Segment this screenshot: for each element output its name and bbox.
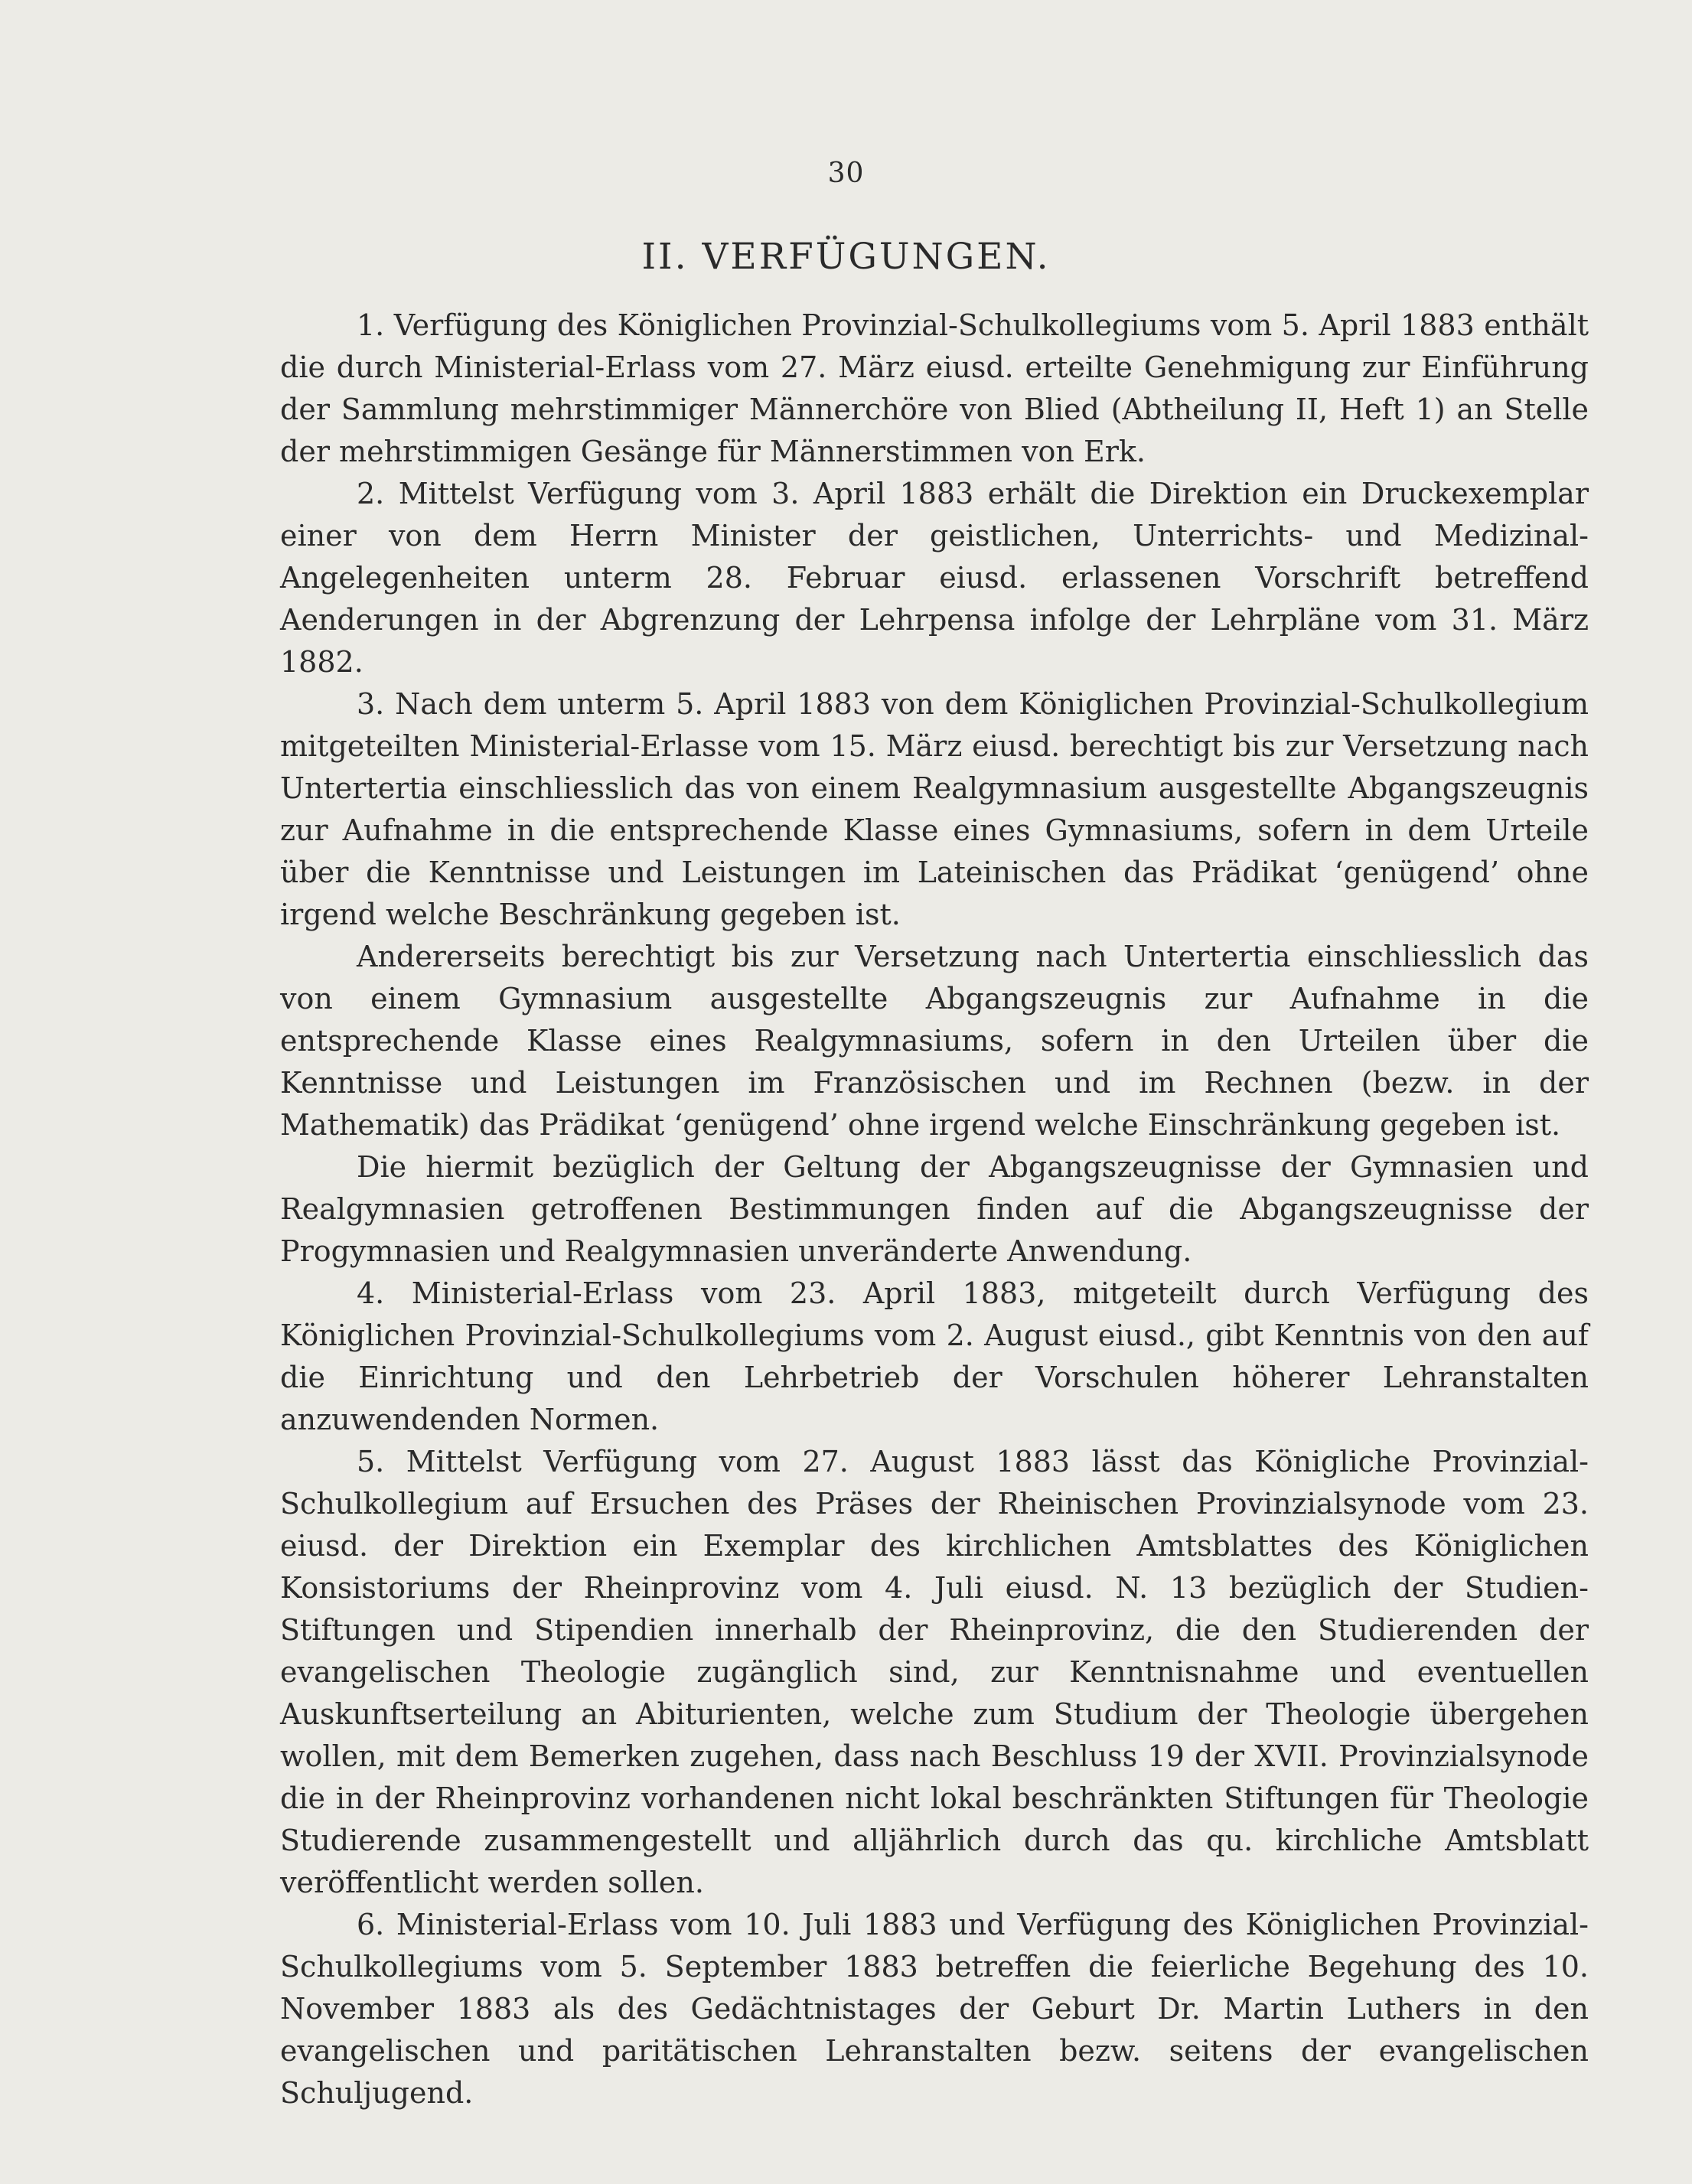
paragraph-3-continued-b: Die hiermit bezüglich der Geltung der Abgangszeugnisse der Gymnasien und Realgymnasien getroffenen Bestimmungen finden auf die Abgangszeugnisse der Progymnasien und Realgymnasien unveränderte Anwendung. [280,1150,1589,1268]
page-number: 30 [827,158,865,189]
paragraph-2: 2. Mittelst Verfügung vom 3. April 1883 erhält die Direktion ein Druckexemplar einer von dem Herrn Minister der geistlichen, Unterrichts- und Medizinal-Angelegenheiten unterm 28. Februar eiusd. erlassenen Vorschrift betreffend Aenderungen in der Abgrenzung der Lehrpensa infolge der Lehrpläne vom 31. März 1882. [280,477,1589,679]
paragraph-3-continued-a: Andererseits berechtigt bis zur Versetzung nach Untertertia einschliesslich das von einem Gymnasium ausgestellte Abgangszeugnis zur Aufnahme in die entsprechende Klasse eines Realgymnasiums, sofern in den Urteilen über die Kenntnisse und Leistungen im Französischen und im Rechnen (bezw. in der Mathematik) das Prädikat ‘genügend’ ohne irgend welche Einschränkung gegeben ist. [280,940,1589,1142]
paragraph-1: 1. Verfügung des Königlichen Provinzial-Schulkollegiums vom 5. April 1883 enthält die durch Ministerial-Erlass vom 27. März eiusd. erteilte Genehmigung zur Einführung der Sammlung mehrstimmiger Männerchöre von Blied (Abtheilung II, Heft 1) an Stelle der mehrstimmigen Gesänge für Männerstimmen von Erk. [280,308,1589,468]
paragraph-4: 4. Ministerial-Erlass vom 23. April 1883, mitgeteilt durch Verfügung des Königlichen Provinzial-Schulkollegiums vom 2. August eiusd., gibt Kenntnis von den auf die Einrichtung und den Lehrbetrieb der Vorschulen höherer Lehranstalten anzuwendenden Normen. [280,1276,1589,1436]
paragraph-3: 3. Nach dem unterm 5. April 1883 von dem Königlichen Provinzial-Schulkollegium mitgeteilten Ministerial-Erlasse vom 15. März eiusd. berechtigt bis zur Versetzung nach Untertertia einschliesslich das von einem Realgymnasium ausgestellte Abgangszeugnis zur Aufnahme in die entsprechende Klasse eines Gymnasiums, sofern in dem Urteile über die Kenntnisse und Leistungen im Lateinischen das Prädikat ‘genügend’ ohne irgend welche Beschränkung gegeben ist. [280,687,1589,931]
body-text [280,305,1589,2114]
paragraph-5: 5. Mittelst Verfügung vom 27. August 1883 lässt das Königliche Provinzial-Schulkollegium auf Ersuchen des Präses der Rheinischen Provinzialsynode vom 23. eiusd. der Direktion ein Exemplar des kirchlichen Amtsblattes des Königlichen Konsistoriums der Rheinprovinz vom 4. Juli eiusd. N. 13 bezüglich der Studien-Stiftungen und Stipendien innerhalb der Rheinprovinz, die den Studierenden der evangelischen Theologie zugänglich sind, zur Kenntnisnahme und eventuellen Auskunftserteilung an Abiturienten, welche zum Studium der Theologie übergehen wollen, mit dem Bemerken zugehen, dass nach Beschluss 19 der XVII. Provinzialsynode die in der Rheinprovinz vorhandenen nicht lokal beschränkten Stiftungen für Theologie Studierende zusammengestellt und alljährlich durch das qu. kirchliche Amtsblatt veröffentlicht werden sollen. [280,1445,1589,1899]
section-title: II. VERFÜGUNGEN. [641,236,1051,278]
paragraph-6: 6. Ministerial-Erlass vom 10. Juli 1883 und Verfügung des Königlichen Provinzial-Schulkollegiums vom 5. September 1883 betreffen die feierliche Begehung des 10. November 1883 als des Gedächtnistages der Geburt Dr. Martin Luthers in den evangelischen und paritätischen Lehranstalten bezw. seitens der evangelischen Schuljugend. [280,1908,1589,2110]
